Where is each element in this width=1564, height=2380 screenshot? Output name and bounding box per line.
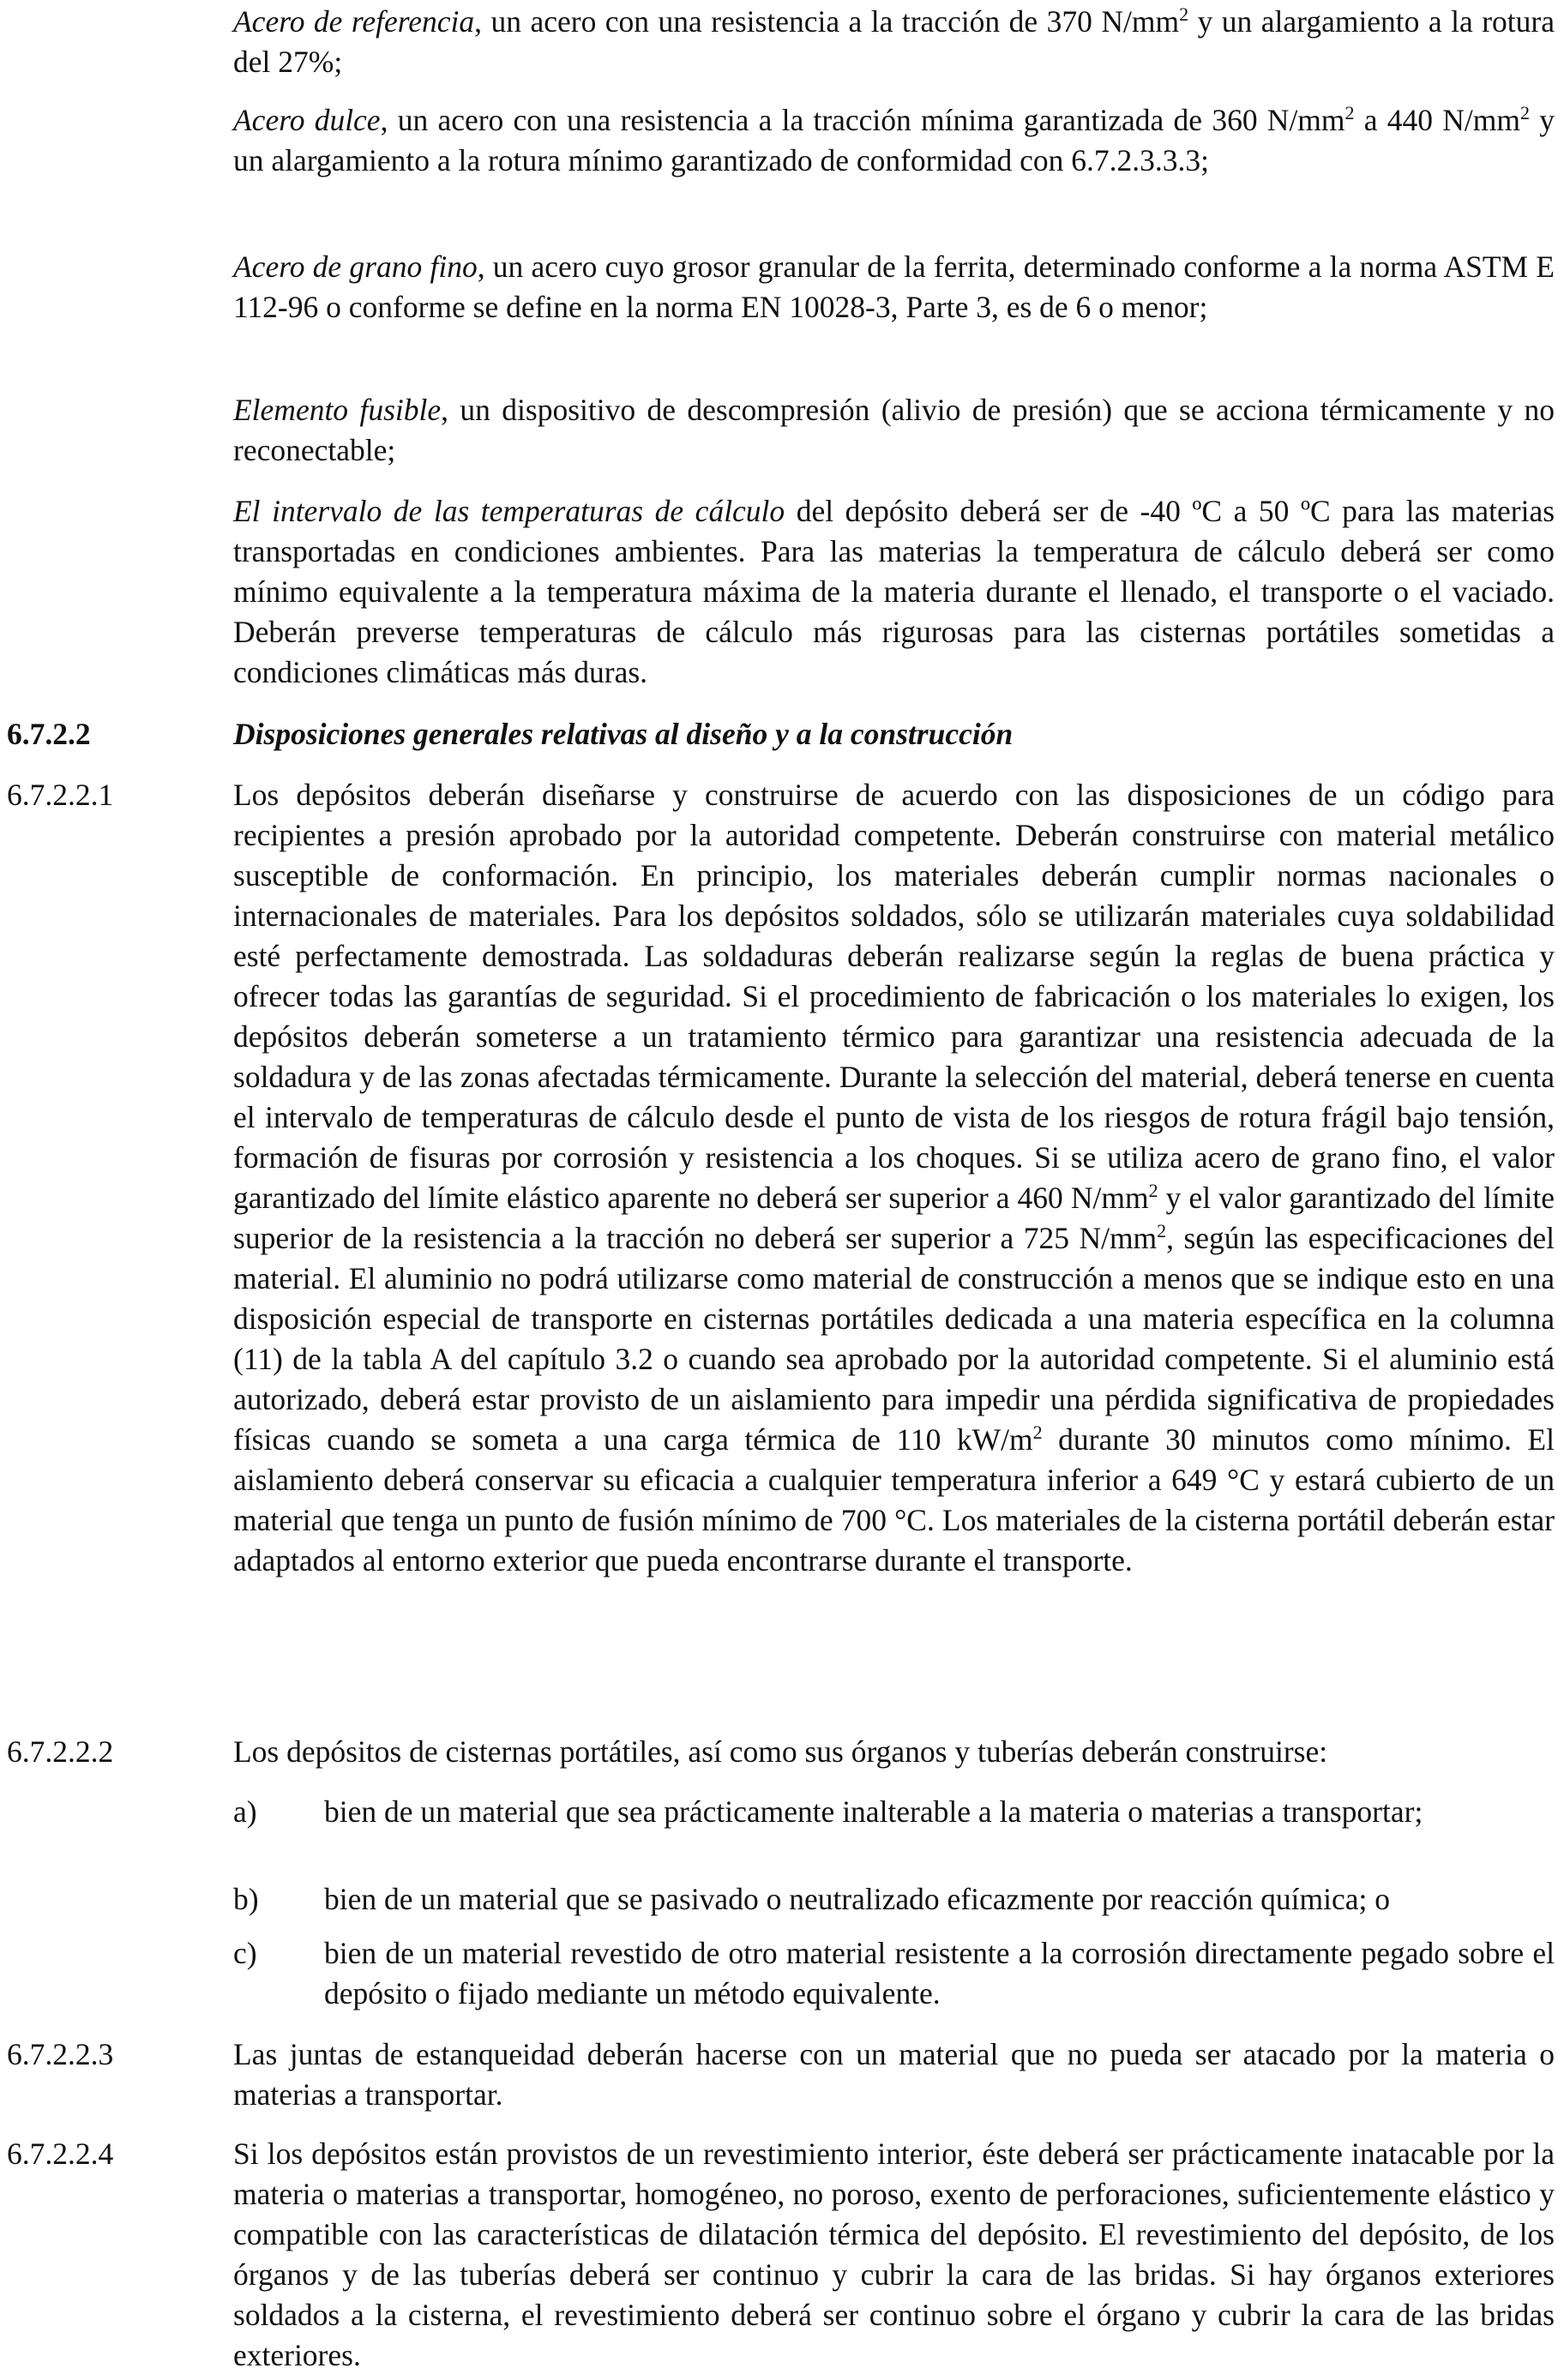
definition-acero-de-referencia: Acero de referencia, un acero con una resistencia a la tracción de 370 $N/mm^2$ y un alargamiento a la rotura del 27%; bbox=[233, 3, 1555, 79]
definition-intervalo-temperaturas: El intervalo de las temperaturas de cálculo del depósito deberá ser de -40 ºC a 50 ºC para las materias transportadas en condiciones ambientes. Para las materias la temperatura de cálculo deberá ser como mínimo equivalente a la temperatura máxima de la materia durante el llenado, el transporte o el vaciado. Deberán preverse temperaturas de cálculo más rigurosas para las cisternas portátiles sometidas a condiciones climáticas más duras. bbox=[233, 494, 1555, 689]
list-item-letter: b) bbox=[233, 1882, 259, 1916]
list-item: bien de un material que sea prácticamente inalterable a la materia o materias a transportar; bbox=[324, 1794, 1423, 1829]
list-item-letter: a) bbox=[233, 1794, 257, 1829]
section-number: 6.7.2.2.1 bbox=[7, 778, 114, 812]
section-text: Los depósitos de cisternas portátiles, así como sus órganos y tuberías deberán construirse: bbox=[233, 1734, 1328, 1769]
definition-acero-de-grano-fino: Acero de grano fino, un acero cuyo grosor granular de la ferrita, determinado conforme a la norma ASTM E 112-96 o conforme se define en la norma EN 10028-3, Parte 3, es de 6 o menor; bbox=[233, 249, 1555, 324]
section-number: 6.7.2.2.3 bbox=[7, 2037, 114, 2071]
definition-term: El intervalo de las temperaturas de cálculo bbox=[233, 494, 785, 528]
section-heading-title: Disposiciones generales relativas al diseño y a la construcción bbox=[233, 717, 1014, 751]
list-item: bien de un material que se pasivado o neutralizado eficazmente por reacción química; o bbox=[324, 1882, 1390, 1916]
definition-term: Acero dulce bbox=[233, 103, 381, 137]
definition-acero-dulce: Acero dulce, un acero con una resistencia a la tracción mínima garantizada de 360 $N/mm^2$ a 440 $N/mm^2$ y un alargamiento a la rotura mínimo garantizado de conformidad con 6.7.2.3.3.3; bbox=[233, 102, 1555, 177]
definition-elemento-fusible: Elemento fusible, un dispositivo de descompresión (alivio de presión) que se acciona térmicamente y no reconectable; bbox=[233, 393, 1555, 467]
section-text: Las juntas de estanqueidad deberán hacerse con un material que no pueda ser atacado por la materia o materias a transportar. bbox=[233, 2037, 1555, 2112]
list-item-letter: c) bbox=[233, 1936, 257, 1970]
definition-term: Acero de referencia bbox=[233, 4, 475, 39]
section-number: 6.7.2.2.2 bbox=[7, 1734, 114, 1769]
list-item: bien de un material revestido de otro material resistente a la corrosión directamente pegado sobre el depósito o fijado mediante un método equivalente. bbox=[324, 1936, 1555, 2010]
section-text: Los depósitos deberán diseñarse y construirse de acuerdo con las disposiciones de un código para recipientes a presión aprobado por la autoridad competente. Deberán construirse con material metálico susceptible de conformación. En principio, los materiales deberán cumplir normas nacionales o internacionales de materiales. Para los depósitos soldados, sólo se utilizarán materiales cuya soldabilidad esté perfectamente demostrada. Las soldaduras deberán realizarse según la reglas de buena práctica y ofrecer todas las garantías de seguridad. Si el procedimiento de fabricación o los materiales lo exigen, los depósitos deberán someterse a un tratamiento térmico para garantizar una resistencia adecuada de la soldadura y de las zonas afectadas térmicamente. Durante la selección del material, deberá tenerse en cuenta el intervalo de temperaturas de cálculo desde el punto de vista de los riesgos de rotura frágil bajo tensión, formación de fisuras por corrosión y resistencia a los choques. Si se utiliza acero de grano fino, el valor garantizado del límite elástico aparente no deberá ser superior a 460 $N/mm^2$ y el valor garantizado del límite superior de la resistencia a la tracción no deberá ser superior a 725 $N/mm^2$, según las especificaciones del material. El aluminio no podrá utilizarse como material de construcción a menos que se indique esto en una disposición especial de transporte en cisternas portátiles dedicada a una materia específica en la columna (11) de la tabla A del capítulo 3.2 o cuando sea aprobado por la autoridad competente. Si el aluminio está autorizado, deberá estar provisto de un aislamiento para impedir una pérdida significativa de propiedades físicas cuando se someta a una carga térmica de 110 $kW/m^2$ durante 30 minutos como mínimo. El aislamiento deberá conservar su eficacia a cualquier temperatura inferior a 649 °C y estará cubierto de un material que tenga un punto de fusión mínimo de 700 °C. Los materiales de la cisterna portátil deberán estar adaptados al entorno exterior que pueda encontrarse durante el transporte. bbox=[233, 778, 1555, 1578]
section-text: Si los depósitos están provistos de un revestimiento interior, éste deberá ser prácticamente inatacable por la materia o materias a transportar, homogéneo, no poroso, exento de perforaciones, suficientemente elástico y compatible con las características de dilatación térmica del depósito. El revestimiento del depósito, de los órganos y de las tuberías deberá ser continuo y cubrir la cara de las bridas. Si hay órganos exteriores soldados a la cisterna, el revestimiento deberá ser continuo sobre el órgano y cubrir la cara de las bridas exteriores. bbox=[233, 2137, 1555, 2372]
section-number: 6.7.2.2.4 bbox=[7, 2137, 114, 2171]
section-heading-number: 6.7.2.2 bbox=[7, 717, 91, 751]
definition-term: Acero de grano fino bbox=[233, 249, 478, 284]
definition-term: Elemento fusible bbox=[233, 393, 442, 427]
